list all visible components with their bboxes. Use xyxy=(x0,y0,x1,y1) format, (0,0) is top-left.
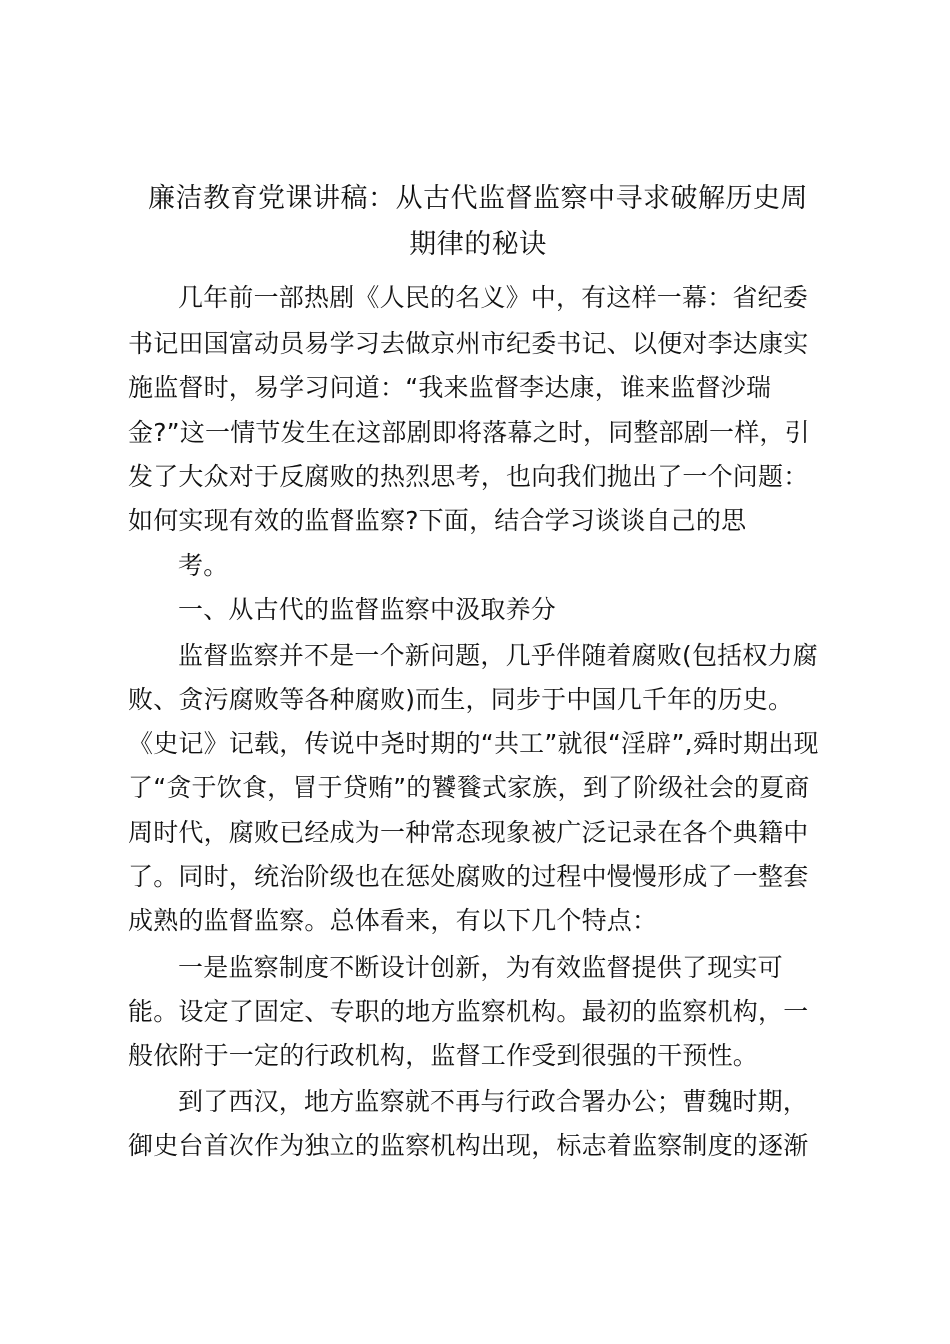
body-text-line: 金?”这一情节发生在这部剧即将落幕之时，同整部剧一样，引 xyxy=(128,418,810,447)
body-text-line: 书记田国富动员易学习去做京州市纪委书记、以便对李达康实 xyxy=(128,329,809,358)
body-text-line: 般依附于一定的行政机构，监督工作受到很强的干预性。 xyxy=(128,1041,759,1070)
section-heading: 一、从古代的监督监察中汲取养分 xyxy=(178,595,557,624)
body-text-line: 发了大众对于反腐败的热烈思考，也向我们抛出了一个问题： xyxy=(128,462,809,491)
body-text-line: 到了西汉，地方监察就不再与行政合署办公；曹魏时期， xyxy=(178,1087,809,1116)
body-text-line: 几年前一部热剧《人民的名义》中，有这样一幕：省纪委 xyxy=(178,283,809,312)
body-text-line: 周时代，腐败已经成为一种常态现象被广泛记录在各个典籍中 xyxy=(128,818,809,847)
body-text-line: 了。同时，统治阶级也在惩处腐败的过程中慢慢形成了一整套 xyxy=(128,862,809,891)
body-text-line: 御史台首次作为独立的监察机构出现，标志着监察制度的逐渐 xyxy=(128,1131,809,1160)
document-title-line-2: 期律的秘诀 xyxy=(409,229,547,260)
body-text-line: 了“贪于饮食，冒于贷贿”的饕餮式家族，到了阶级社会的夏商 xyxy=(128,773,810,802)
body-text-line: 成熟的监督监察。总体看来，有以下几个特点： xyxy=(128,906,658,935)
body-text-line: 一是监察制度不断设计创新，为有效监督提供了现实可 xyxy=(178,953,783,982)
body-text-line: 监督监察并不是一个新问题，几乎伴随着腐败(包括权力腐 xyxy=(178,641,818,670)
body-text-line: 能。设定了固定、专职的地方监察机构。最初的监察机构，一 xyxy=(128,997,809,1026)
body-text-line: 败、贪污腐败等各种腐败)而生，同步于中国几千年的历史。 xyxy=(128,685,794,714)
body-text-line: 《史记》记载，传说中尧时期的“共工”就很“淫辟”,舜时期出现 xyxy=(128,729,819,758)
body-text-line: 如何实现有效的监督监察?下面，结合学习谈谈自己的思 xyxy=(128,506,747,535)
body-text-line: 考。 xyxy=(178,551,229,580)
document-title-line-1: 廉洁教育党课讲稿：从古代监督监察中寻求破解历史周 xyxy=(148,183,808,214)
body-text-line: 施监督时，易学习问道：“我来监督李达康，谁来监督沙瑞 xyxy=(128,373,772,402)
